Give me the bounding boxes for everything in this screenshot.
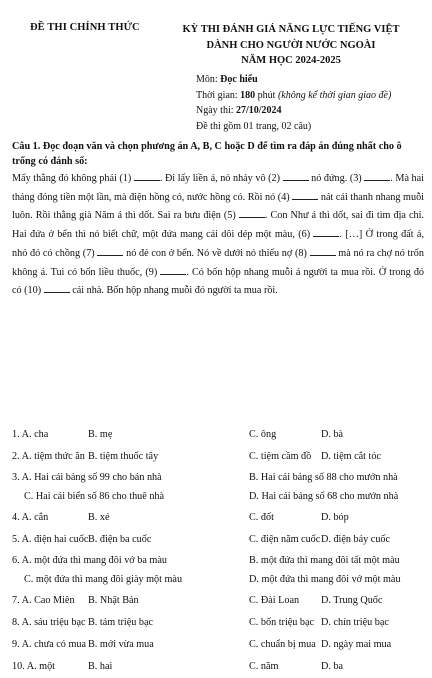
option-6c: C. một đứa thì mang đôi giày một màu [24, 574, 183, 585]
answer-row [12, 507, 424, 529]
option-5b: B. điện ba cuốc [88, 534, 152, 545]
option-6b: B. một đứa thì mang đôi tất một màu [249, 555, 400, 566]
time-line [196, 88, 391, 104]
passage-text: cái nhà. Bốn hộp nhang muỗi đó người ta mua rồi. [69, 285, 278, 297]
option-10d: D. ba [321, 661, 344, 672]
answer-row [12, 529, 424, 551]
exam-info [196, 72, 391, 134]
answer-blank [310, 246, 336, 256]
passage-text: . Đi lấy liền á, nó nhảy vô (2) [159, 173, 283, 184]
passage-text: . Có bốn hộp nhang muỗi á người ta mua rồi. Ở trong đó có (10) [12, 266, 425, 297]
answer-row [12, 634, 424, 656]
option-10b: B. hai [88, 661, 113, 672]
passage-text: nó đẻ con ở bển. Nó về dưới nó thiếu nợ (8) [123, 247, 310, 259]
exam-title-line-3: NĂM HỌC 2024-2025 [241, 55, 341, 66]
option-7c: C. Đài Loan [249, 595, 300, 606]
option-2b: B. tiệm thuốc tây [88, 451, 159, 462]
option-9b: B. mới vừa mua [88, 639, 154, 650]
answer-blank [292, 190, 318, 200]
subject-line [196, 72, 391, 88]
date-value: 27/10/2024 [236, 105, 282, 116]
answer-options [12, 424, 424, 678]
answer-row [12, 424, 424, 446]
option-4b: B. xé [88, 512, 110, 523]
option-6d: D. một đứa thì mang đôi vớ một màu [249, 574, 401, 585]
date-line [196, 103, 391, 119]
passage-text: . Mà hai tháng đóng tiền một lần, mà điện hồng có, nước hồng có. Rồi nó (4) [12, 173, 424, 203]
time-note: (không kể thời gian giao đề) [277, 89, 392, 101]
passage-text: mà nó ra chợ nó trốn không á. Tui có bốn liều thuốc, (9) [12, 247, 424, 278]
passage-text: . Con Như á thì dốt, sai đi tìm địa chỉ. Hai đứa ở bển thì nó biết chữ, một đứa mang cái dôi dép một màu, (6) [12, 210, 424, 241]
option-1a: 1. A. cha [12, 429, 49, 440]
option-2c: C. tiệm cầm đồ [249, 451, 312, 462]
question-title: Câu 1. Đọc đoạn văn và chọn phương án A, B, C hoặc D để tìm ra đáp án đúng nhất cho ô trống có đánh số: [12, 141, 402, 167]
date-label: Ngày thi: [196, 105, 236, 116]
answer-row [12, 468, 424, 487]
option-2d: D. tiệm cắt tóc [321, 451, 381, 462]
option-7a: 7. A. Cao Miên [12, 595, 75, 606]
option-3d: D. Hai cái bảng số 68 cho mướn nhà [249, 491, 399, 502]
option-8d: D. chín triệu bạc [321, 617, 389, 628]
answer-row [12, 446, 424, 468]
answer-row [12, 551, 424, 570]
exam-title [168, 22, 414, 69]
option-10c: C. năm [249, 661, 279, 672]
answer-row [12, 487, 424, 507]
passage-text: Mấy thằng đó không phải (1) [12, 173, 134, 184]
option-4d: D. bóp [321, 512, 349, 523]
option-1d: D. bà [321, 429, 344, 440]
option-9d: D. ngày mai mua [321, 639, 392, 650]
option-8a: 8. A. sáu triệu bạc [12, 617, 86, 628]
option-2a: 2. A. tiệm thức ăn [12, 451, 85, 462]
answer-blank [44, 283, 70, 293]
option-9a: 9. A. chưa có mua [12, 639, 86, 650]
reading-passage [12, 170, 424, 301]
option-9c: C. chuẩn bị mua [249, 639, 316, 650]
option-4c: C. đốt [249, 512, 274, 523]
option-8c: C. bốn triệu bạc [249, 617, 315, 628]
answer-blank [313, 227, 339, 237]
passage-text: nát cái thanh nhang muỗi luôn. Rồi thằng già Năm á thì dốt. Sai ra bưu điện (5) [12, 191, 424, 222]
answer-row [12, 590, 424, 612]
option-1b: B. mẹ [88, 429, 113, 440]
exam-title-line-2: DÀNH CHO NGƯỜI NƯỚC NGOÀI [206, 39, 376, 51]
answer-blank [283, 171, 309, 181]
subject-value: Đọc hiểu [220, 74, 258, 85]
option-3a: 3. A. Hai cái bảng số 99 cho bán nhà [12, 472, 162, 483]
exam-title-line-1: KỲ THI ĐÁNH GIÁ NĂNG LỰC TIẾNG VIỆT [182, 24, 400, 35]
option-5c: C. điện năm cuốc [249, 534, 321, 545]
answer-blank [364, 171, 390, 181]
time-value: 180 [240, 89, 256, 101]
option-10a: 10. A. một [12, 661, 56, 672]
option-3c: C. Hai cái biển số 86 cho thuê nhà [24, 491, 165, 502]
subject-label: Môn: [196, 74, 221, 85]
answer-row [12, 612, 424, 634]
passage-text: nó đứng. (3) [308, 173, 365, 184]
option-1c: C. ông [249, 429, 277, 440]
passage-text: . […] Ở trong đất á, nhỏ đó có chồng (7) [12, 229, 424, 259]
official-exam-label: ĐỀ THI CHÍNH THỨC [30, 22, 140, 33]
option-5a: 5. A. điện hai cuốc [12, 534, 89, 545]
option-7d: D. Trung Quốc [321, 595, 383, 606]
answer-blank [134, 171, 160, 181]
option-4a: 4. A. cắn [12, 512, 49, 523]
time-unit: phút [255, 89, 278, 101]
option-8b: B. tám triệu bạc [88, 617, 154, 628]
pages-note: Đề thi gồm 01 trang, 02 câu) [196, 120, 312, 132]
option-6a: 6. A. một đứa thì mang đôi vớ ba màu [12, 555, 167, 566]
option-7b: B. Nhật Bản [88, 595, 139, 606]
answer-blank [160, 265, 186, 275]
option-5d: D. điện bảy cuốc [321, 534, 391, 545]
time-label: Thời gian: [196, 89, 241, 101]
answer-row [12, 656, 424, 678]
answer-row [12, 570, 424, 590]
answer-blank [97, 246, 123, 256]
answer-blank [239, 208, 265, 218]
option-3b: B. Hai cái bảng số 88 cho mướn nhà [249, 472, 398, 483]
